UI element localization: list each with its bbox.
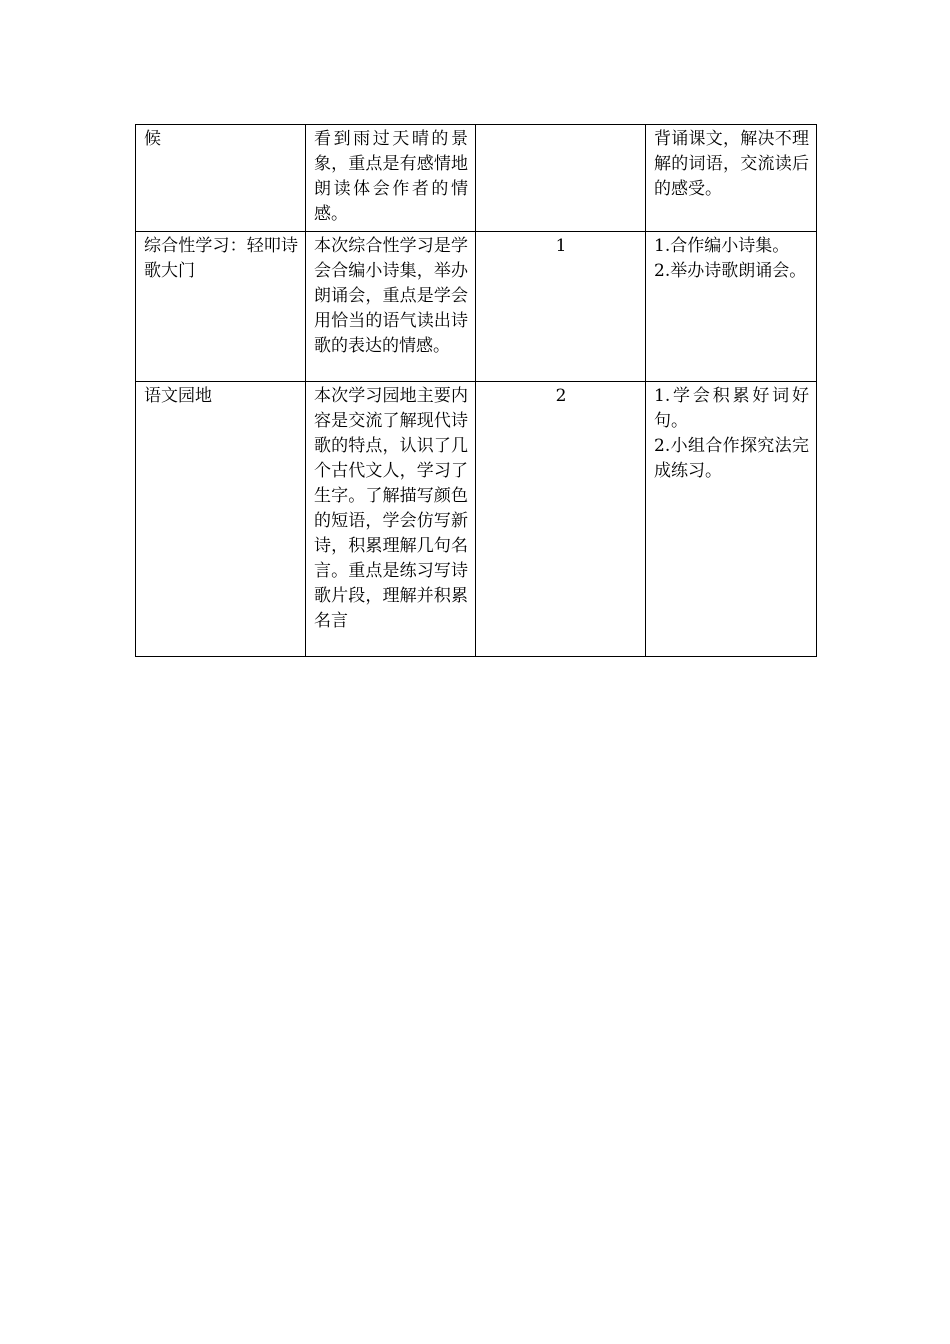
content-cell: 本次综合性学习是学会合编小诗集，举办朗诵会，重点是学会用恰当的语气读出诗歌的表达的情感。 bbox=[306, 232, 476, 382]
goal-item: 1.合作编小诗集。 bbox=[654, 236, 790, 256]
table-row bbox=[136, 232, 817, 382]
goal-item: 背诵课文，解决不理解的词语，交流读后的感受。 bbox=[654, 129, 809, 199]
hours-cell bbox=[476, 125, 646, 232]
unit-cell: 候 bbox=[136, 125, 306, 232]
goals-cell bbox=[646, 125, 817, 232]
goal-item: 2.举办诗歌朗诵会。 bbox=[654, 261, 807, 281]
goal-item: 1.学会积累好词好句。 bbox=[654, 386, 809, 431]
hours-cell: 1 bbox=[476, 232, 646, 382]
goals-cell bbox=[646, 232, 817, 382]
goal-item: 2.小组合作探究法完成练习。 bbox=[654, 436, 809, 481]
unit-cell: 综合性学习：轻叩诗歌大门 bbox=[136, 232, 306, 382]
content-cell: 看到雨过天晴的景象，重点是有感情地朗读体会作者的情感。 bbox=[306, 125, 476, 232]
table-row bbox=[136, 382, 817, 657]
hours-cell: 2 bbox=[476, 382, 646, 657]
lesson-plan-table bbox=[135, 124, 817, 657]
goals-cell bbox=[646, 382, 817, 657]
table-row bbox=[136, 125, 817, 232]
unit-cell: 语文园地 bbox=[136, 382, 306, 657]
content-cell: 本次学习园地主要内容是交流了解现代诗歌的特点，认识了几个古代文人，学习了生字。了解描写颜色的短语，学会仿写新诗，积累理解几句名言。重点是练习写诗歌片段，理解并积累名言 bbox=[306, 382, 476, 657]
